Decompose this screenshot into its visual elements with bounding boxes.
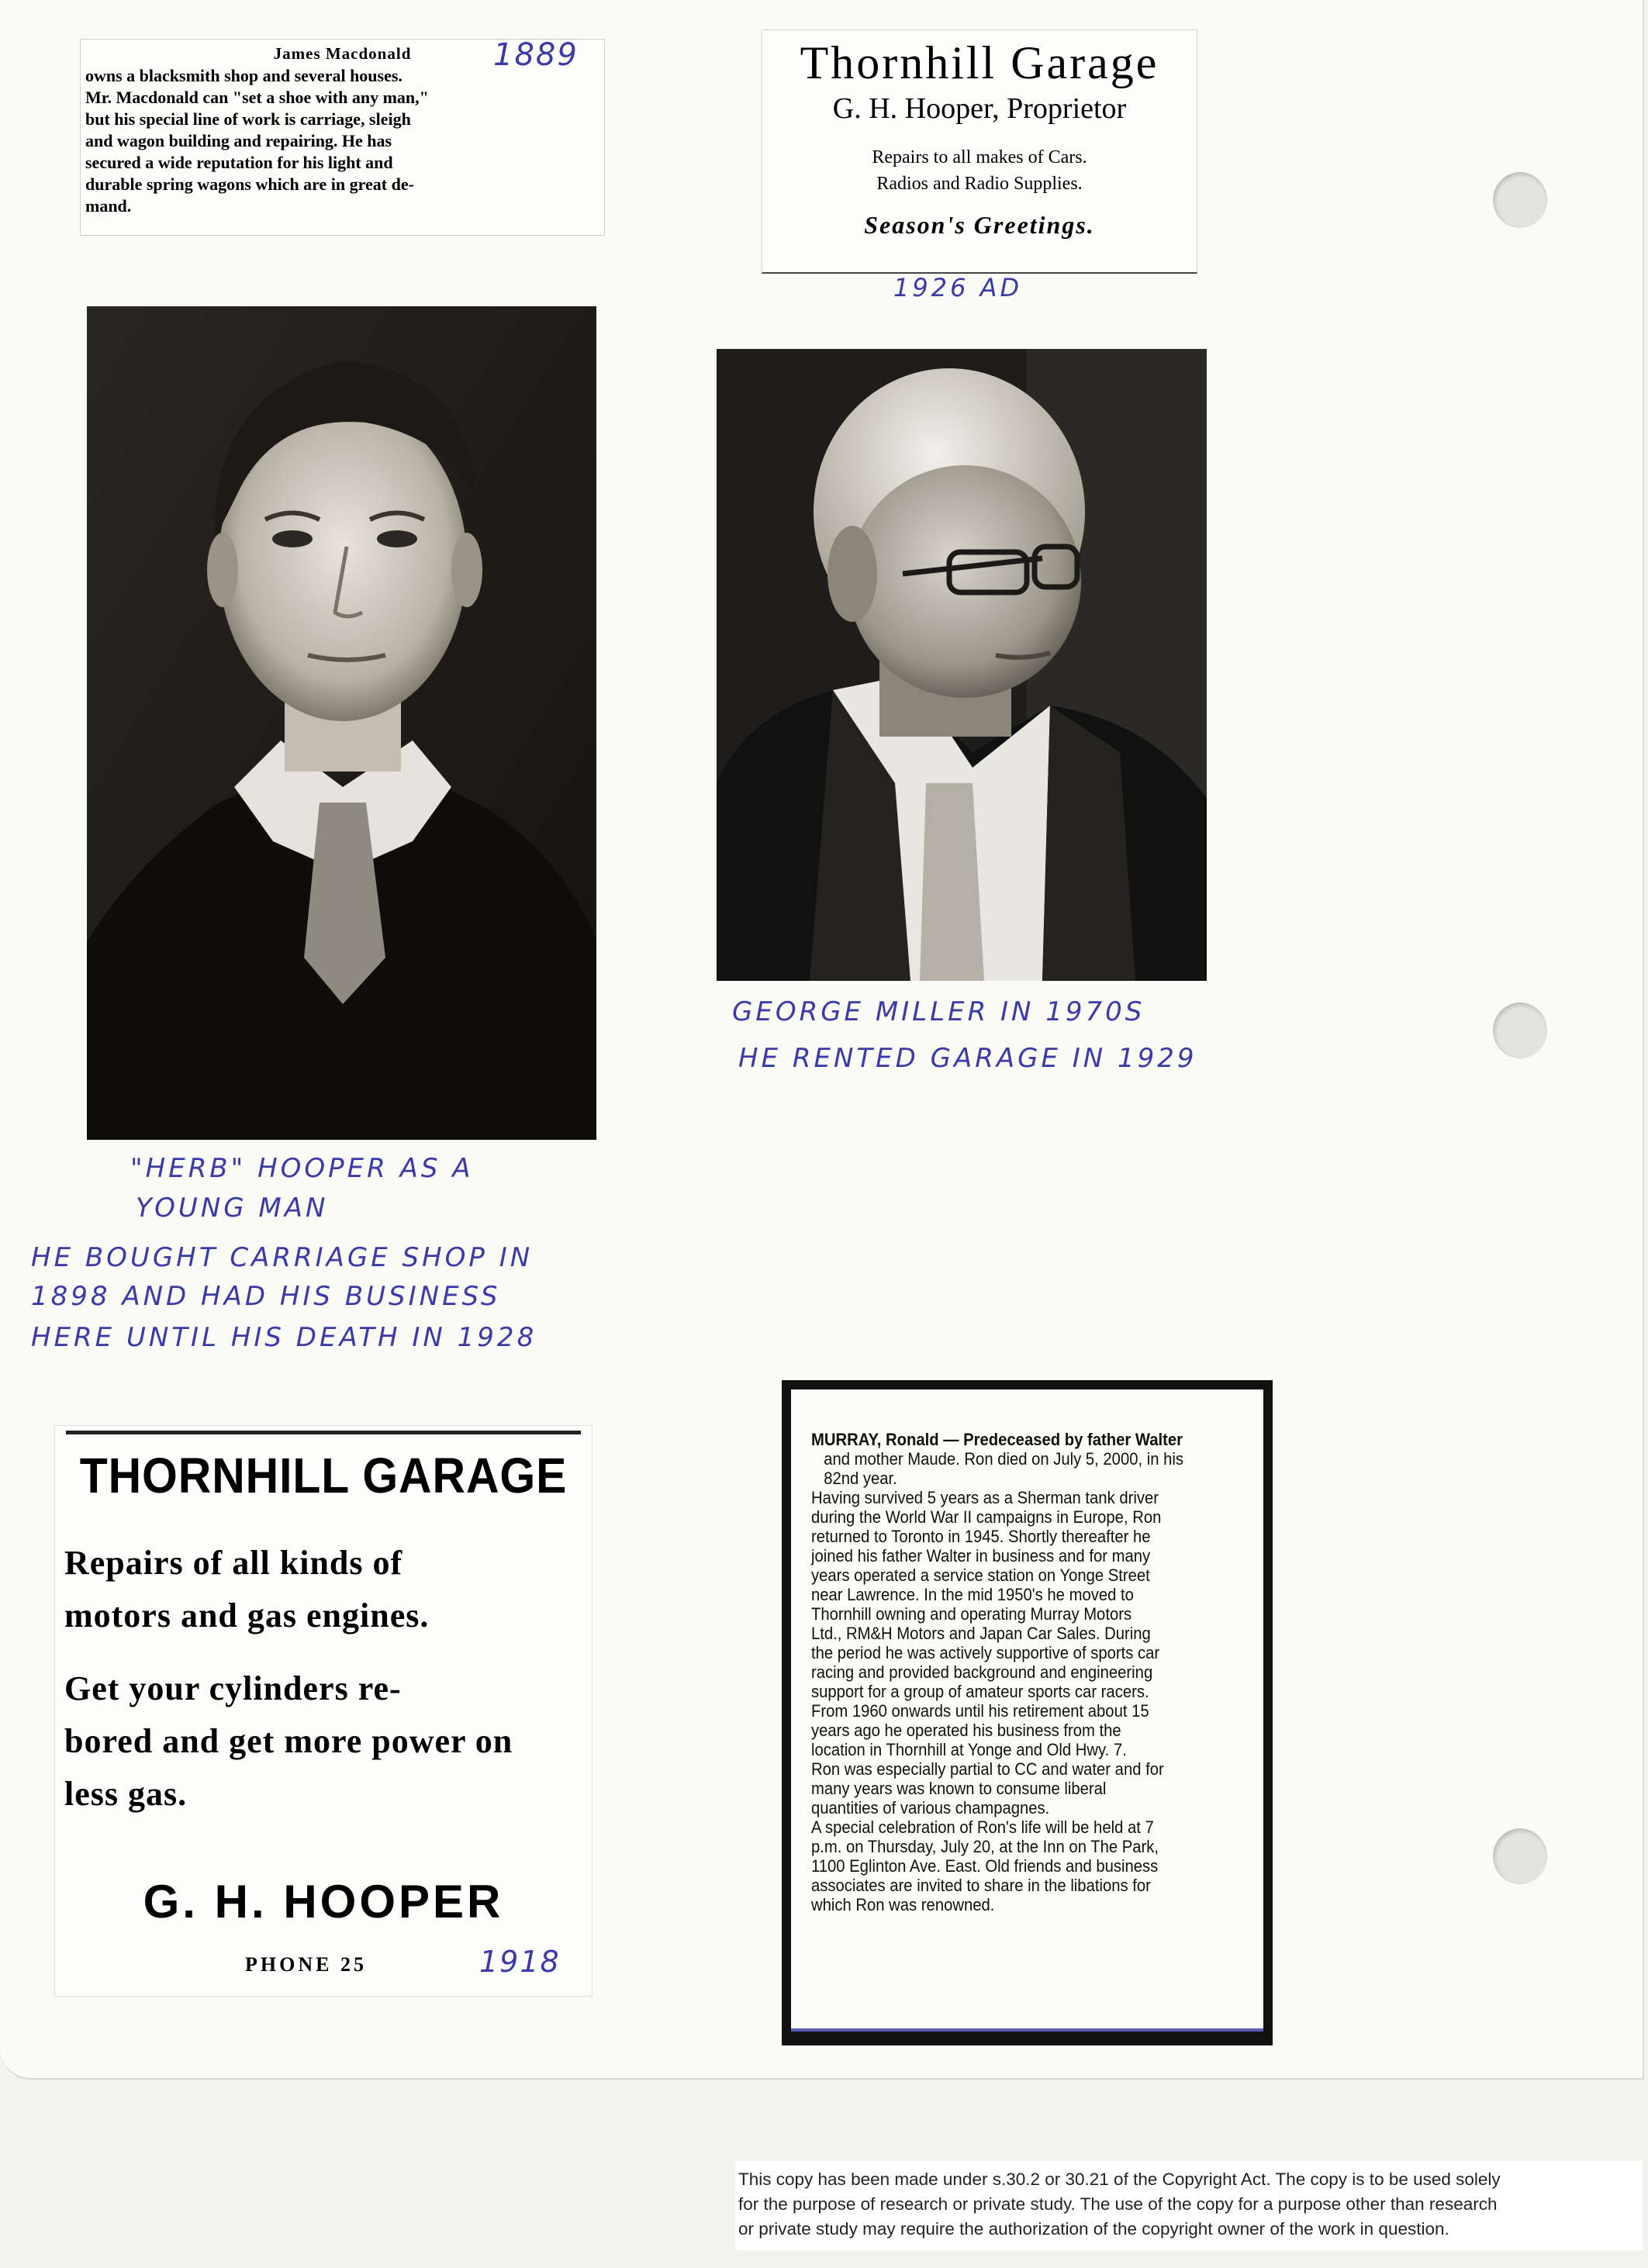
caption-miller-line1: GEORGE MILLER IN 1970S (732, 996, 1145, 1027)
thornhill-garage-card (762, 29, 1197, 274)
portrait-older-man (717, 349, 1207, 981)
handwritten-year-1918: 1918 (479, 1945, 561, 1979)
obituary-line: many years was known to consume liberal (811, 1779, 1107, 1798)
ad-line: Repairs of all kinds of (64, 1544, 403, 1582)
obituary-line: A special celebration of Ron's life will be held at 7 (811, 1818, 1154, 1837)
obituary-line: racing and provided background and engineering (811, 1662, 1153, 1682)
obituary-line: support for a group of amateur sports car racers. (811, 1682, 1149, 1701)
ad-line: bored and get more power on (64, 1722, 513, 1760)
clipping-line: durable spring wagons which are in great de- (85, 174, 414, 194)
thornhill-garage-ad-1918 (54, 1425, 593, 1997)
card-greeting: Season's Greetings. (864, 211, 1095, 239)
clipping-line: owns a blacksmith shop and several houses. (85, 66, 402, 85)
obituary-line: Thornhill owning and operating Murray Motors (811, 1604, 1132, 1624)
card-service-line: Radios and Radio Supplies. (876, 174, 1083, 194)
clipping-line: but his special line of work is carriage, sleigh (85, 109, 411, 129)
caption-hooper-line1: "HERB" HOOPER AS A (130, 1153, 474, 1184)
ad-phone: PHONE 25 (245, 1953, 367, 1976)
obituary-line: 1100 Eglinton Ave. East. Old friends and business (811, 1856, 1159, 1876)
caption-miller-line2: HE RENTED GARAGE IN 1929 (738, 1043, 1197, 1074)
obituary-text (791, 1389, 1263, 2032)
obituary-line: From 1960 onwards until his retirement about 15 (811, 1701, 1149, 1721)
ad-line: Get your cylinders re- (64, 1669, 402, 1707)
clipping-line: and wagon building and repairing. He has (85, 131, 392, 150)
ad-line: motors and gas engines. (64, 1597, 430, 1635)
caption-hooper-line5: HERE UNTIL HIS DEATH IN 1928 (31, 1322, 537, 1353)
clipping-line: secured a wide reputation for his light and (85, 153, 393, 172)
binder-hole-top (1493, 172, 1547, 228)
copyright-notice (735, 2161, 1643, 2250)
obituary-line: and mother Maude. Ron died on July 5, 2000, in his (824, 1449, 1183, 1469)
obituary-clipping (782, 1380, 1273, 2045)
ad-title: THORNHILL GARAGE (79, 1448, 568, 1503)
obituary-line: quantities of various champagnes. (811, 1798, 1050, 1818)
copyright-line: or private study may require the authorization of the copyright owner of the work in question. (738, 2219, 1449, 2239)
clipping-line: mand. (85, 196, 132, 216)
obituary-line: years operated a service station on Yonge Street (811, 1566, 1150, 1585)
ad-line: less gas. (64, 1775, 188, 1813)
obituary-line: joined his father Walter in business and for many (811, 1546, 1151, 1566)
obituary-line: years ago he operated his business from the (811, 1721, 1121, 1740)
clipping-body (81, 64, 604, 217)
card-title: Thornhill Garage (800, 37, 1159, 88)
photo-george-miller (717, 349, 1207, 981)
obituary-line: the period he was actively supportive of sports car (811, 1643, 1160, 1662)
caption-hooper-line3: HE BOUGHT CARRIAGE SHOP IN (31, 1242, 534, 1273)
obituary-line: which Ron was renowned. (811, 1895, 995, 1914)
obituary-underline (791, 2028, 1263, 2032)
portrait-young-man (87, 306, 596, 1140)
clipping-line: Mr. Macdonald can "set a shoe with any man," (85, 88, 429, 107)
obituary-line: returned to Toronto in 1945. Shortly thereafter he (811, 1527, 1151, 1546)
binder-hole-bottom (1493, 1828, 1547, 1884)
obituary-line: MURRAY, Ronald — Predeceased by father Walter (811, 1430, 1183, 1449)
obituary-line: 82nd year. (824, 1469, 897, 1488)
card-proprietor: G. H. Hooper, Proprietor (832, 92, 1127, 125)
ad-body (55, 1537, 592, 1821)
obituary-line: near Lawrence. In the mid 1950's he moved to (811, 1585, 1134, 1604)
obituary-line: Ron was especially partial to CC and water and for (811, 1759, 1164, 1779)
ad-top-rule (66, 1431, 581, 1434)
obituary-line: Having survived 5 years as a Sherman tank driver (811, 1488, 1159, 1507)
copyright-line: for the purpose of research or private study. The use of the copy for a purpose other than research (738, 2194, 1498, 2214)
caption-hooper-line2: YOUNG MAN (136, 1193, 329, 1224)
clipping-heading: James Macdonald (273, 44, 412, 63)
caption-hooper-line4: 1898 AND HAD HIS BUSINESS (31, 1281, 501, 1312)
card-services (762, 144, 1197, 197)
obituary-line: p.m. on Thursday, July 20, at the Inn on The Park, (811, 1837, 1159, 1856)
copyright-line: This copy has been made under s.30.2 or 30.21 of the Copyright Act. The copy is to be used solely (738, 2170, 1501, 2189)
binder-hole-middle (1493, 1003, 1547, 1058)
obituary-line: Ltd., RM&H Motors and Japan Car Sales. During (811, 1624, 1151, 1643)
handwritten-year-1926: 1926 AD (893, 273, 1023, 302)
obituary-line: during the World War II campaigns in Europe, Ron (811, 1507, 1162, 1527)
photo-herb-hooper (87, 306, 596, 1140)
handwritten-year-1889: 1889 (493, 37, 579, 73)
card-service-line: Repairs to all makes of Cars. (872, 147, 1087, 167)
obituary-line: location in Thornhill at Yonge and Old Hwy. 7. (811, 1740, 1127, 1759)
obituary-line: associates are invited to share in the libations for (811, 1876, 1151, 1895)
ad-name: G. H. HOOPER (143, 1876, 504, 1928)
